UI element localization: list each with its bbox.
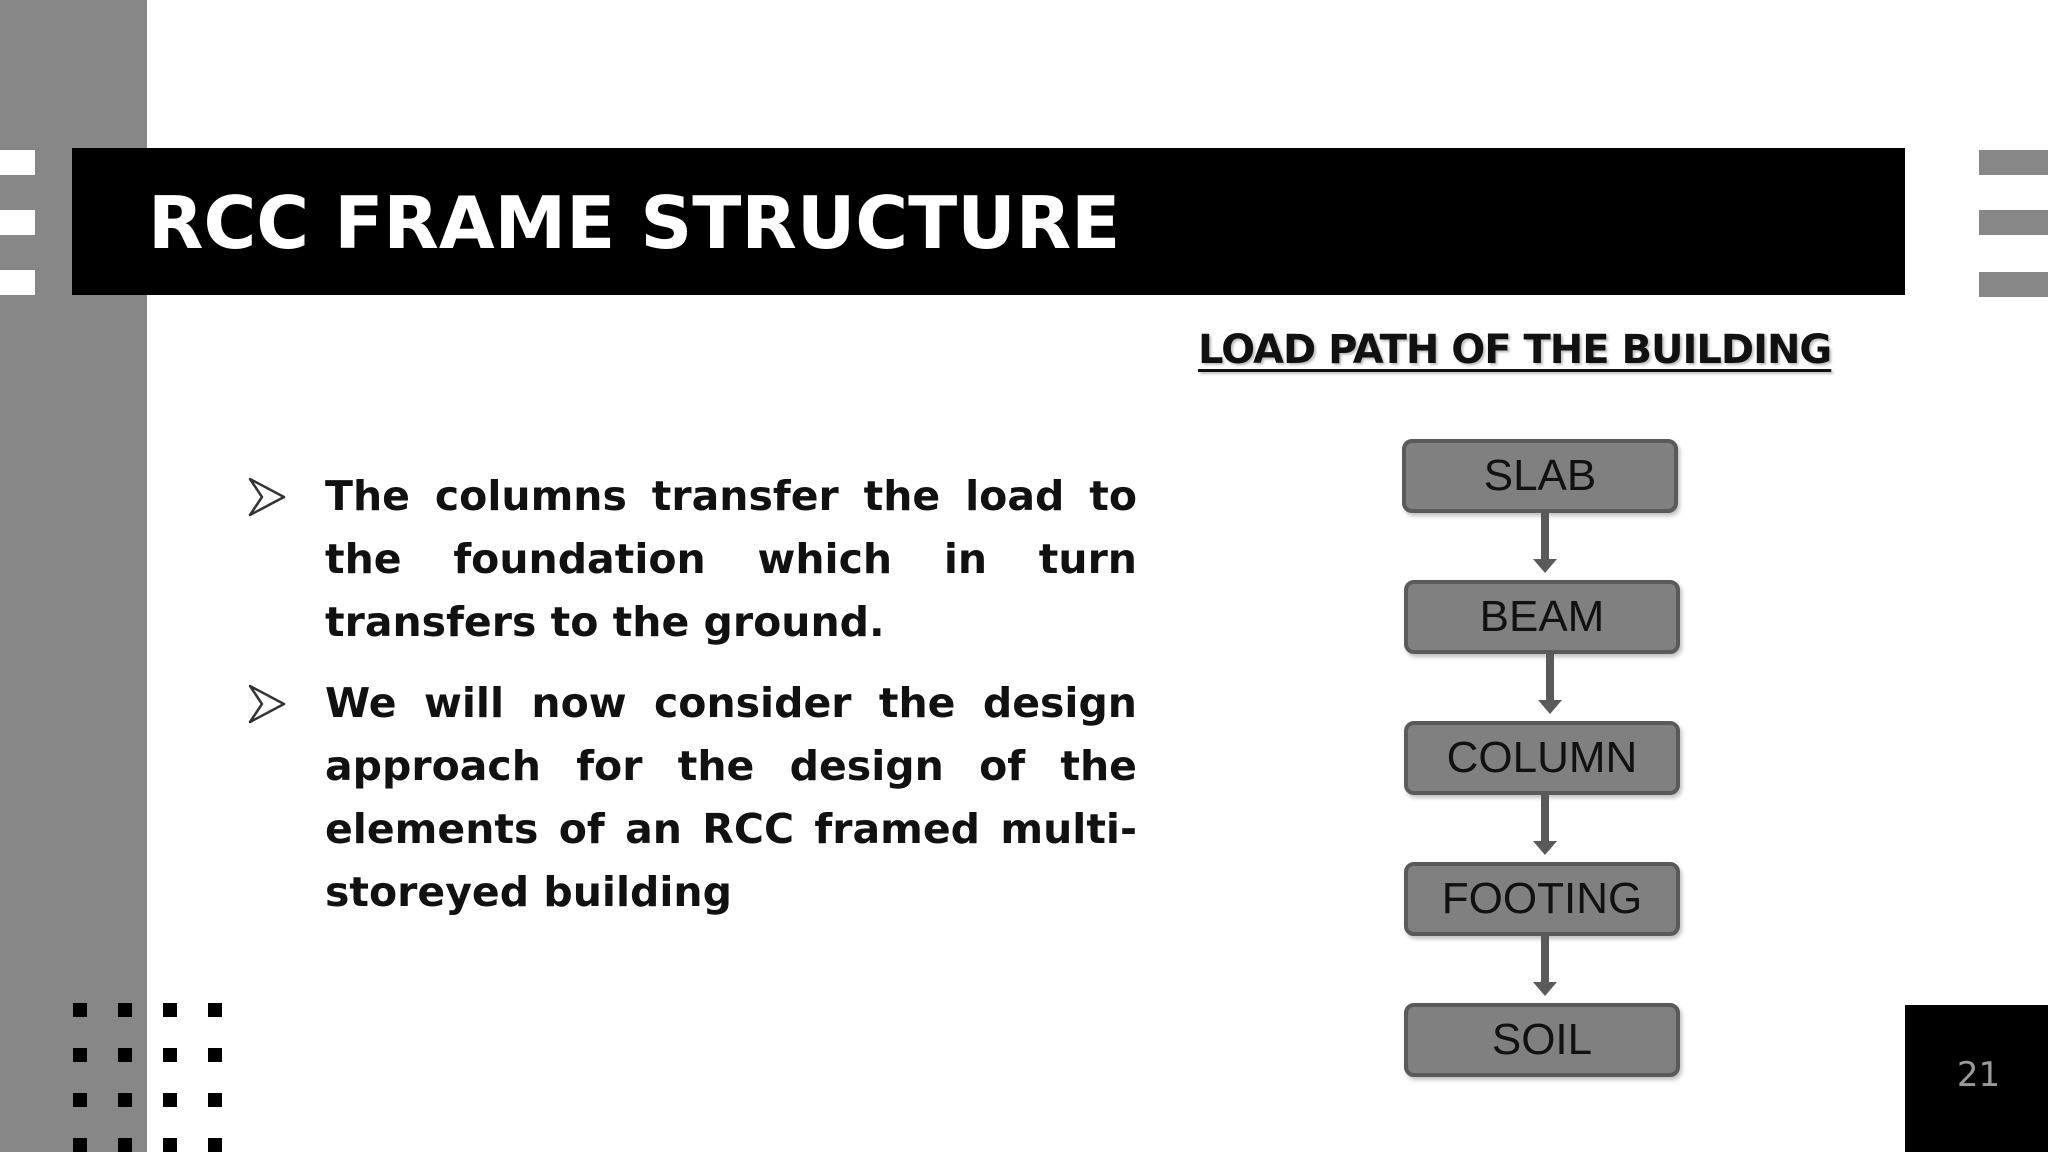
node-slab: SLAB [1402, 439, 1678, 513]
bullet-item [244, 672, 1137, 924]
node-column: COLUMN [1404, 721, 1680, 795]
node-soil: SOIL [1404, 1003, 1680, 1077]
decor-dot [208, 1048, 222, 1062]
decor-dot [118, 1003, 132, 1017]
decor-dot [208, 1138, 222, 1152]
right-decor-stripe [1979, 150, 2048, 175]
slide-title: RCC FRAME STRUCTURE [148, 181, 1121, 265]
arrow-down-icon [1530, 932, 1560, 1002]
arrowhead-bullet-icon [248, 477, 286, 517]
left-decor-stripe [0, 210, 35, 235]
left-decor-stripe [0, 270, 35, 295]
decor-dot [73, 1003, 87, 1017]
decor-dot [73, 1093, 87, 1107]
arrow-down-icon [1535, 650, 1565, 720]
decor-dot [163, 1003, 177, 1017]
decor-dot [118, 1093, 132, 1107]
diagram-title: LOAD PATH OF THE BUILDING [1198, 327, 1832, 373]
decor-dot [73, 1138, 87, 1152]
decor-dot [118, 1048, 132, 1062]
bullet-text: The columns transfer the load to the foundation which in turn transfers to the ground. [325, 472, 1137, 646]
decor-dot [163, 1138, 177, 1152]
decor-dot [73, 1048, 87, 1062]
decor-dot [208, 1003, 222, 1017]
right-decor-stripe [1979, 210, 2048, 235]
arrow-down-icon [1530, 509, 1560, 579]
decor-dot [163, 1048, 177, 1062]
page-number: 21 [1956, 1055, 2001, 1095]
bullet-list [244, 465, 1137, 942]
node-footing: FOOTING [1404, 862, 1680, 936]
bullet-text: We will now consider the design approach for the design of the elements of an RCC framed multi-storeyed building [325, 679, 1137, 916]
right-decor-stripe [1979, 272, 2048, 297]
left-decor-stripe [0, 150, 35, 175]
bullet-item [244, 465, 1137, 654]
node-beam: BEAM [1404, 580, 1680, 654]
decor-dot [118, 1138, 132, 1152]
arrow-down-icon [1530, 791, 1560, 861]
decor-dot [163, 1093, 177, 1107]
decor-dot [208, 1093, 222, 1107]
arrowhead-bullet-icon [248, 684, 286, 724]
